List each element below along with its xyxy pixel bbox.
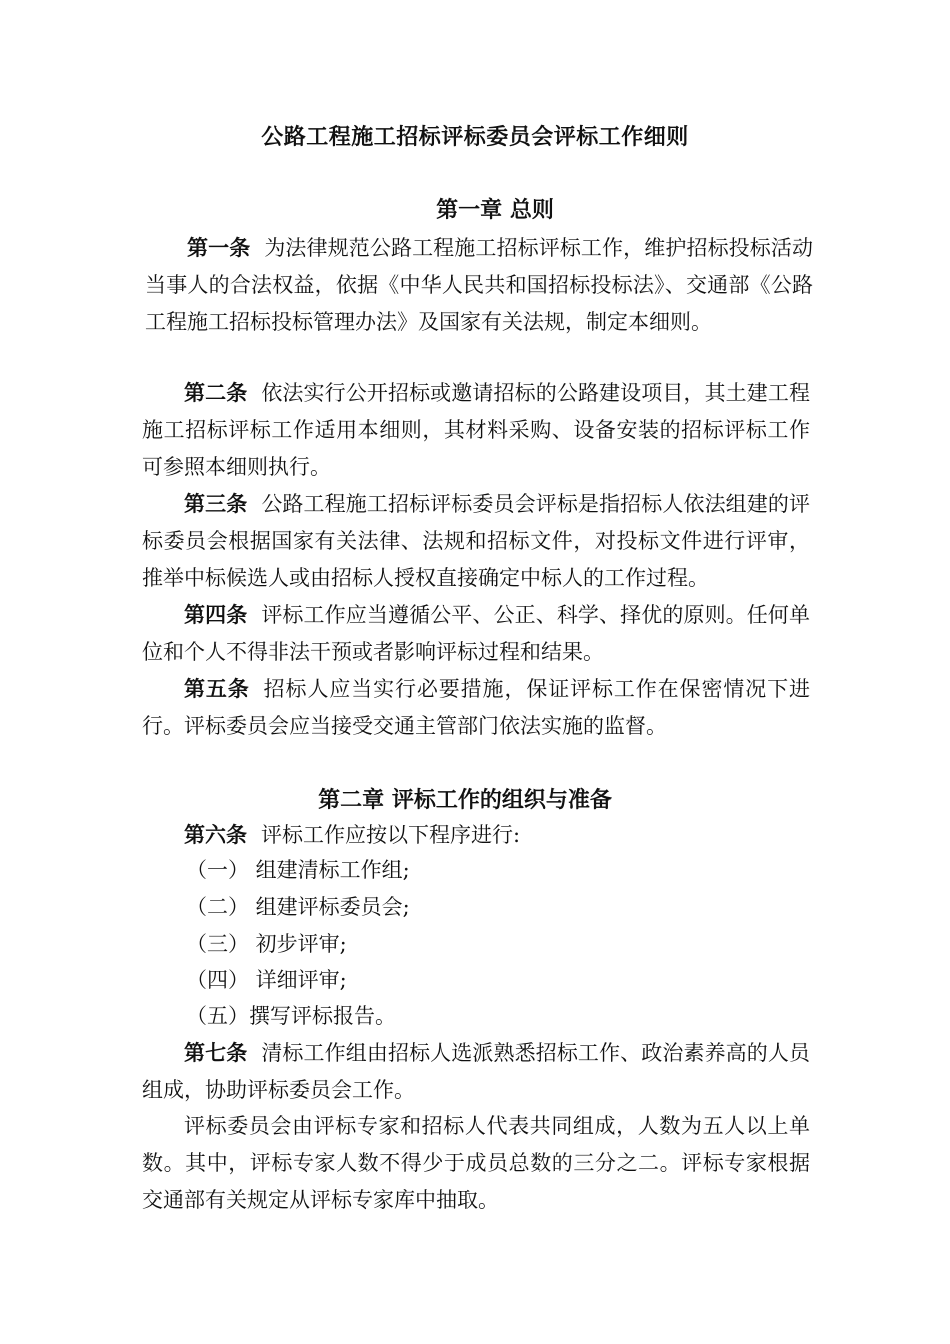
article-text: 依法实行公开招标或邀请招标的公路建设项目，其土建工程施工招标评标工作适用本细则，其材料采购、设备安装的招标评标工作可参照本细则执行。 [142,381,811,479]
article-text: 评标工作应按以下程序进行: [261,823,521,847]
chapter-heading-1: 第一章 总则 [436,197,554,223]
procedure-step: （三） 初步评审; [186,932,347,956]
procedure-step: （二） 组建评标委员会; [186,895,410,919]
procedure-step: （四） 详细评审; [186,968,347,992]
procedure-step: （五）撰写评标报告。 [186,1004,396,1028]
article-text: 公路工程施工招标评标委员会评标是指招标人依法组建的评标委员会根据国家有关法律、法规和招标文件，对投标文件进行评审，推举中标候选人或由招标人授权直接确定中标人的工作过程。 [142,492,811,590]
chapter-heading-2: 第二章 评标工作的组织与准备 [318,787,612,813]
body-paragraph: 评标委员会由评标专家和招标人代表共同组成，人数为五人以上单数。其中，评标专家人数不得少于成员总数的三分之二。评标专家根据交通部有关规定从评标专家库中抽取。 [142,1114,810,1212]
article-paragraph [142,1034,810,1109]
article-label: 第一条 [187,235,251,260]
article-label: 第五条 [184,676,250,701]
article-text: 招标人应当实行必要措施，保证评标工作在保密情况下进行。评标委员会应当接受交通主管部门依法实施的监督。 [142,677,811,738]
article-label: 第三条 [184,491,248,516]
article-paragraph [142,816,810,854]
procedure-step: （一） 组建清标工作组; [186,858,410,882]
article-label: 第七条 [184,1040,248,1065]
article-text: 评标工作应当遵循公平、公正、科学、择优的原则。任何单位和个人不得非法干预或者影响评标过程和结果。 [142,603,811,664]
article-text: 清标工作组由招标人选派熟悉招标工作、政治素养高的人员组成，协助评标委员会工作。 [142,1041,811,1102]
article-paragraph [142,670,810,745]
article-label: 第六条 [184,822,247,847]
article-label: 第二条 [184,380,248,405]
document-title: 公路工程施工招标评标委员会评标工作细则 [261,124,689,150]
article-paragraph [142,374,810,486]
article-paragraph [142,596,810,671]
article-label: 第四条 [184,602,248,627]
article-paragraph [142,485,810,597]
article-paragraph [145,229,813,341]
article-text: 为法律规范公路工程施工招标评标工作，维护招标投标活动当事人的合法权益，依据《中华人民共和国招标投标法》、交通部《公路工程施工招标投标管理办法》及国家有关法规，制定本细则。 [145,236,814,334]
